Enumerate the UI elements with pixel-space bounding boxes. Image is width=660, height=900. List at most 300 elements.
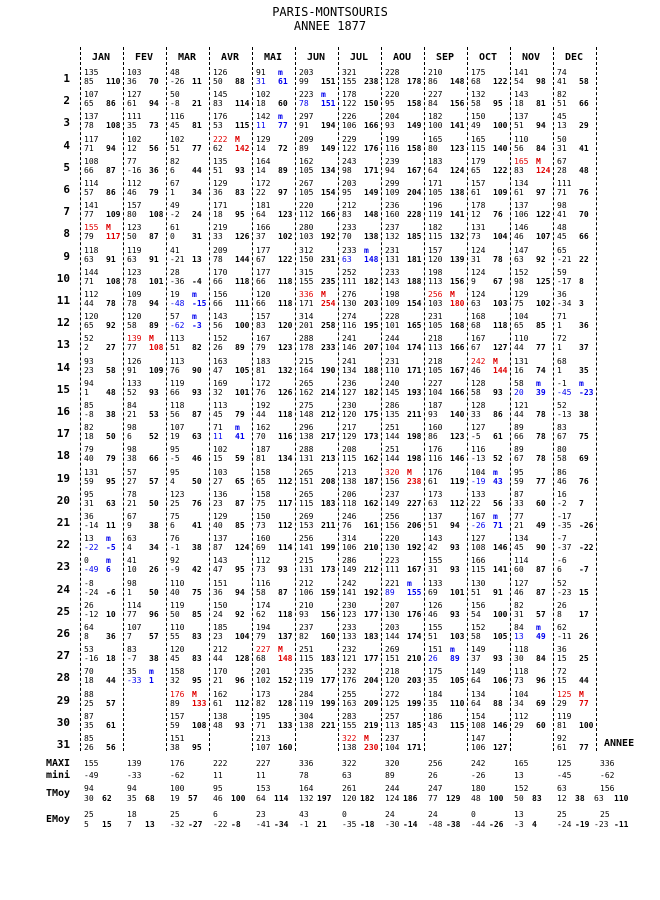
cell-max: 201 [256,667,271,677]
cell-min: 201 [299,321,314,331]
cell-min: 68 [471,77,481,86]
cell-min: 105 [299,188,314,197]
cell-mean: 79 [235,410,245,419]
cell-max: 183 [428,156,443,166]
cell-min: 82 [299,632,309,641]
cell-min: 56 [213,321,223,331]
cell-min: 80 [428,143,438,153]
cell-min: -17 [557,276,572,286]
cell-min: 1 [127,587,132,597]
cell-max: 297 [299,112,314,122]
cell-mean: 212 [364,565,379,575]
cell-min: 98 [342,165,352,175]
cell-mean: 192 [364,587,379,597]
cell-mean: 7 [579,498,584,508]
cell-min: 151 [385,654,400,664]
cell-min: -21 [170,254,185,264]
summary-top: 24 [428,810,438,819]
cell-max: 210 [299,600,314,610]
cell-min: 115 [342,454,357,464]
cell-max: 162 [213,689,228,699]
cell-min: 10 [127,565,137,575]
cell-min: 131 [299,565,314,575]
cell-max: 336 [299,290,314,299]
summary-top: 94 [127,784,137,793]
cell-min: 106 [514,210,529,220]
cell-max: 173 [428,489,443,499]
cell-mean: 207 [364,343,379,353]
cell-min: 149 [342,565,357,575]
summary-value: -62 [170,771,185,780]
cell-min: 31 [84,498,94,508]
cell-max: 149 [471,667,486,677]
summary-label: EMoy [46,814,71,825]
day-number: 1 [63,72,70,85]
cell-mean: 83 [192,632,202,641]
cell-mean: 192 [407,543,422,553]
cell-mean: 171 [364,165,379,175]
summary-value: 322 [342,759,357,768]
cell-mean: 93 [493,387,503,397]
cell-max: 255 [342,689,357,699]
cell-min: 91 [299,121,309,131]
cell-max: 107 [170,423,185,433]
cell-max: 171 [428,179,443,188]
cell-mean: 167 [407,565,422,575]
cell-min: 21 [127,410,137,419]
month-header: JAN [91,52,111,63]
cell-min: 44 [84,299,94,308]
cell-min: 121 [342,654,357,664]
summary-bottom-b: 15 [102,820,112,829]
cell-mean: 151 [321,99,336,109]
summary-bottom-a: 35 [127,794,137,803]
cell-max: 251 [385,445,400,455]
cell-max: 175 [428,667,443,677]
cell-mean: 38 [192,543,202,553]
cell-min: 46 [514,587,524,597]
cell-mean: 174 [407,632,422,641]
cell-max: 98 [557,201,567,211]
column-divider [166,47,167,751]
cell-mean: 119 [450,476,465,486]
cell-min: 50 [170,609,180,619]
cell-min: 148 [299,410,314,419]
cell-max: 158 [256,467,271,477]
cell-max: -6 [557,556,567,566]
cell-min: 78 [299,99,309,109]
cell-min: -7 [127,654,137,664]
summary-bottom-a: -1 [299,820,309,829]
cell-mean: 1 [149,676,154,686]
cell-min: 83 [514,165,524,175]
cell-mean: 34 [192,188,202,197]
cell-max: 128 [471,378,486,388]
day-number: 9 [63,249,70,263]
cell-min: 116 [385,143,400,153]
cell-mean: 105 [493,632,508,641]
cell-max: 109 [127,290,142,299]
cell-mean: 36 [106,632,116,641]
cell-mean: 89 [450,654,460,664]
extreme-marker: M [493,356,498,366]
extreme-marker: m [407,578,412,588]
cell-min: 119 [299,698,314,708]
cell-mean: 41 [235,432,245,442]
cell-min: 48 [213,720,223,730]
cell-min: 89 [170,698,180,708]
cell-mean: 132 [450,232,465,242]
annee-label: ANNEE [604,738,635,749]
cell-min: 132 [385,232,400,242]
cell-max: 265 [299,489,314,499]
cell-mean: 105 [235,365,250,375]
cell-max: -8 [84,578,94,588]
extreme-marker: m [493,512,498,521]
cell-max: 158 [256,489,271,499]
cell-max: 236 [385,201,400,211]
cell-min: 36 [213,587,223,597]
cell-mean: -5 [106,543,116,553]
cell-max: 110 [170,578,185,588]
cell-min: 128 [385,77,400,86]
cell-max: 212 [299,578,314,588]
cell-mean: 166 [364,121,379,131]
cell-mean: 66 [149,454,159,464]
month-header: JUL [349,52,369,63]
cell-min: 6 [170,165,175,175]
cell-max: 152 [213,334,228,344]
cell-mean: 108 [106,276,121,286]
cell-mean: 93 [450,543,460,553]
cell-max: 165 [428,134,443,144]
cell-mean: 78 [106,299,116,308]
cell-min: 19 [170,432,180,442]
cell-mean: 37 [579,343,589,353]
cell-min: 1 [170,188,175,197]
cell-mean: 148 [278,654,293,664]
cell-min: 82 [256,698,266,708]
cell-mean: 77 [192,143,202,153]
cell-mean: 96 [536,676,546,686]
cell-min: 44 [514,410,524,419]
cell-mean: 26 [579,632,589,641]
summary-bottom-a: 50 [514,794,524,803]
cell-max: 175 [471,68,486,77]
summary-value: 320 [385,759,400,768]
cell-mean: 44 [192,165,202,175]
summary-top: 24 [385,810,395,819]
cell-mean: 94 [149,299,159,308]
summary-value: 336 [299,759,314,768]
cell-mean: 95 [106,476,116,486]
cell-min: 111 [342,276,357,286]
cell-max: 119 [170,378,185,388]
cell-mean: 60 [536,498,546,508]
cell-max: 143 [514,90,529,100]
cell-max: 118 [514,667,529,677]
cell-min: 31 [514,609,524,619]
extreme-marker: M [321,290,326,299]
cell-mean: 118 [278,609,293,619]
cell-mean: 128 [278,698,293,708]
cell-mean: 100 [493,609,508,619]
cell-min: 44 [514,343,524,353]
cell-max: 86 [557,467,567,477]
cell-max: 93 [84,356,94,366]
cell-min: 14 [256,165,266,175]
cell-mean: 46 [192,454,202,464]
cell-min: 71 [84,143,94,153]
cell-mean: 61 [106,720,116,730]
cell-max: 219 [213,223,228,233]
summary-top: 13 [514,810,524,819]
cell-min: 105 [299,165,314,175]
cell-min: 51 [170,343,180,353]
extreme-marker: m [278,68,283,77]
cell-max: 129 [514,290,529,299]
cell-min: 24 [213,609,223,619]
cell-min: 95 [342,188,352,197]
cell-mean: 31 [192,232,202,242]
extreme-marker: M [579,689,584,699]
cell-mean: 182 [364,387,379,397]
cell-max: 113 [170,334,185,344]
cell-max: 110 [170,623,185,632]
cell-min: 89 [299,143,309,153]
cell-max: 185 [213,623,228,632]
summary-bottom-b: -19 [575,820,590,829]
extreme-marker: M [450,290,455,299]
cell-min: -2 [170,210,180,220]
cell-max: 87 [514,489,524,499]
cell-min: 106 [299,587,314,597]
cell-mean: 117 [278,498,293,508]
cell-mean: 127 [493,343,508,353]
cell-max: 194 [256,623,271,632]
cell-mean: 100 [493,121,508,131]
cell-mean: 193 [407,387,422,397]
cell-min: 1 [557,343,562,353]
cell-max: 19 [170,290,180,299]
cell-mean: 93 [278,565,288,575]
cell-max: 299 [385,179,400,188]
summary-bottom-b: 114 [274,794,289,803]
cell-max: 160 [428,423,443,433]
cell-min: 15 [557,676,567,686]
cell-mean: 77 [579,698,589,708]
cell-mean: 21 [192,99,202,109]
cell-mean: 57 [149,632,159,641]
summary-bottom-a: -48 [428,820,443,829]
cell-mean: 52 [149,432,159,442]
cell-mean: 92 [235,609,245,619]
cell-max: 182 [428,223,443,233]
cell-min: 61 [514,188,524,197]
summary-top: 0 [342,810,347,819]
extreme-marker: M [235,134,240,144]
cell-min: 35 [428,698,438,708]
cell-max: 182 [428,112,443,122]
summary-top: 6 [213,810,218,819]
summary-value: 256 [428,759,443,768]
cell-max: 173 [256,689,271,699]
cell-min: 28 [557,165,567,175]
extreme-marker: M [536,156,541,166]
day-number: 7 [63,205,70,219]
cell-min: 144 [385,432,400,442]
cell-max: 209 [213,245,228,255]
cell-min: 66 [213,276,223,286]
cell-mean: 112 [278,476,293,486]
cell-mean: 93 [450,609,460,619]
cell-min: 144 [385,632,400,641]
month-header: MAI [263,52,283,63]
cell-max: 41 [127,556,137,566]
cell-mean: 18 [106,654,116,664]
summary-bottom-b: 57 [188,794,198,803]
cell-mean: 93 [192,387,202,397]
cell-min: 65 [256,476,266,486]
summary-bottom-b: -14 [403,820,418,829]
cell-min: 86 [428,432,438,442]
cell-min: 4 [127,543,132,553]
cell-min: 37 [256,232,266,242]
day-number: 27 [56,649,70,663]
cell-max: 231 [385,356,400,366]
cell-mean: 90 [192,365,202,375]
cell-min: -48 [170,299,185,308]
cell-mean: -6 [106,587,116,597]
cell-max: 213 [256,734,271,743]
summary-bottom-b: 62 [102,794,112,803]
cell-max: 120 [127,312,142,322]
cell-mean: 76 [579,188,589,197]
cell-min: 58 [471,387,481,397]
summary-bottom-a: 30 [84,794,94,803]
cell-mean: 168 [450,321,465,331]
cell-max: 315 [299,267,314,277]
cell-max: 183 [256,356,271,366]
cell-mean: 65 [235,476,245,486]
cell-max: 230 [342,401,357,410]
cell-max: -17 [557,512,572,521]
cell-max: 226 [342,112,357,122]
cell-max: 233 [342,245,357,255]
cell-mean: 159 [321,587,336,597]
cell-min: -1 [170,543,180,553]
cell-min: -5 [170,454,180,464]
cell-max: 241 [342,334,357,344]
day-number: 26 [56,627,70,640]
cell-mean: 148 [364,210,379,220]
cell-min: 76 [170,365,180,375]
cell-mean: 221 [321,720,336,730]
cell-max: 150 [471,112,486,122]
cell-mean: 60 [278,99,288,109]
cell-mean: 97 [278,188,288,197]
cell-min: 106 [471,743,486,752]
cell-min: 36 [213,188,223,197]
cell-max: 126 [428,600,443,610]
cell-max: 236 [342,378,357,388]
cell-mean: 158 [407,99,422,109]
cell-max: 63 [127,534,137,544]
cell-mean: 56 [106,743,116,752]
day-number: 10 [56,271,70,285]
cell-min: 64 [471,698,481,708]
cell-min: 61 [471,188,481,197]
cell-max: 237 [385,734,400,743]
cell-mean: 156 [450,276,465,286]
cell-max: 204 [385,112,400,122]
cell-max: 52 [557,401,567,410]
cell-min: 47 [213,565,223,575]
cell-max: 35 [127,667,137,677]
cell-min: 66 [170,387,180,397]
cell-mean: 148 [364,254,379,264]
cell-mean: 96 [149,609,159,619]
cell-min: 61 [127,99,137,109]
cell-max: 128 [471,401,486,410]
cell-max: 167 [471,512,486,521]
cell-mean: 139 [450,254,465,264]
cell-max: 181 [256,201,271,211]
summary-bottom-a: -44 [471,820,486,829]
cell-max: 155 [428,623,443,632]
cell-mean: 8 [579,276,584,286]
summary-bottom-a: 64 [256,794,266,803]
cell-min: -8 [170,99,180,109]
cell-mean: 141 [450,210,465,220]
cell-min: 51 [428,521,438,530]
cell-mean: 118 [235,276,250,286]
cell-min: 81 [256,365,266,375]
cell-min: 18 [84,676,94,686]
cell-mean: 214 [321,387,336,397]
extreme-marker: m [192,290,197,299]
cell-mean: 85 [536,321,546,331]
cell-min: 65 [84,99,94,109]
cell-mean: 112 [235,698,250,708]
cell-min: 83 [342,210,352,220]
cell-max: 118 [514,645,529,655]
cell-mean: 78 [536,410,546,419]
cell-min: 69 [428,587,438,597]
cell-mean: 227 [407,498,422,508]
cell-mean: 211 [407,410,422,419]
cell-max: 78 [127,489,137,499]
cell-max: 256 [299,534,314,544]
cell-min: 162 [299,387,314,397]
summary-bottom-a: -41 [256,820,271,829]
cell-mean: 71 [493,521,503,530]
cell-max: 280 [299,223,314,233]
cell-max: 215 [299,356,314,366]
summary-bottom-b: 4 [532,820,537,829]
cell-mean: 98 [536,77,546,86]
summary-value: -33 [127,771,142,780]
cell-mean: 77 [278,121,288,131]
cell-min: 91 [127,365,137,375]
cell-max: 213 [342,467,357,477]
cell-min: 63 [514,254,524,264]
cell-mean: 91 [149,254,159,264]
cell-max: 64 [84,623,94,632]
cell-max: 127 [514,578,529,588]
cell-max: 176 [213,112,228,122]
cell-min: 61 [428,476,438,486]
